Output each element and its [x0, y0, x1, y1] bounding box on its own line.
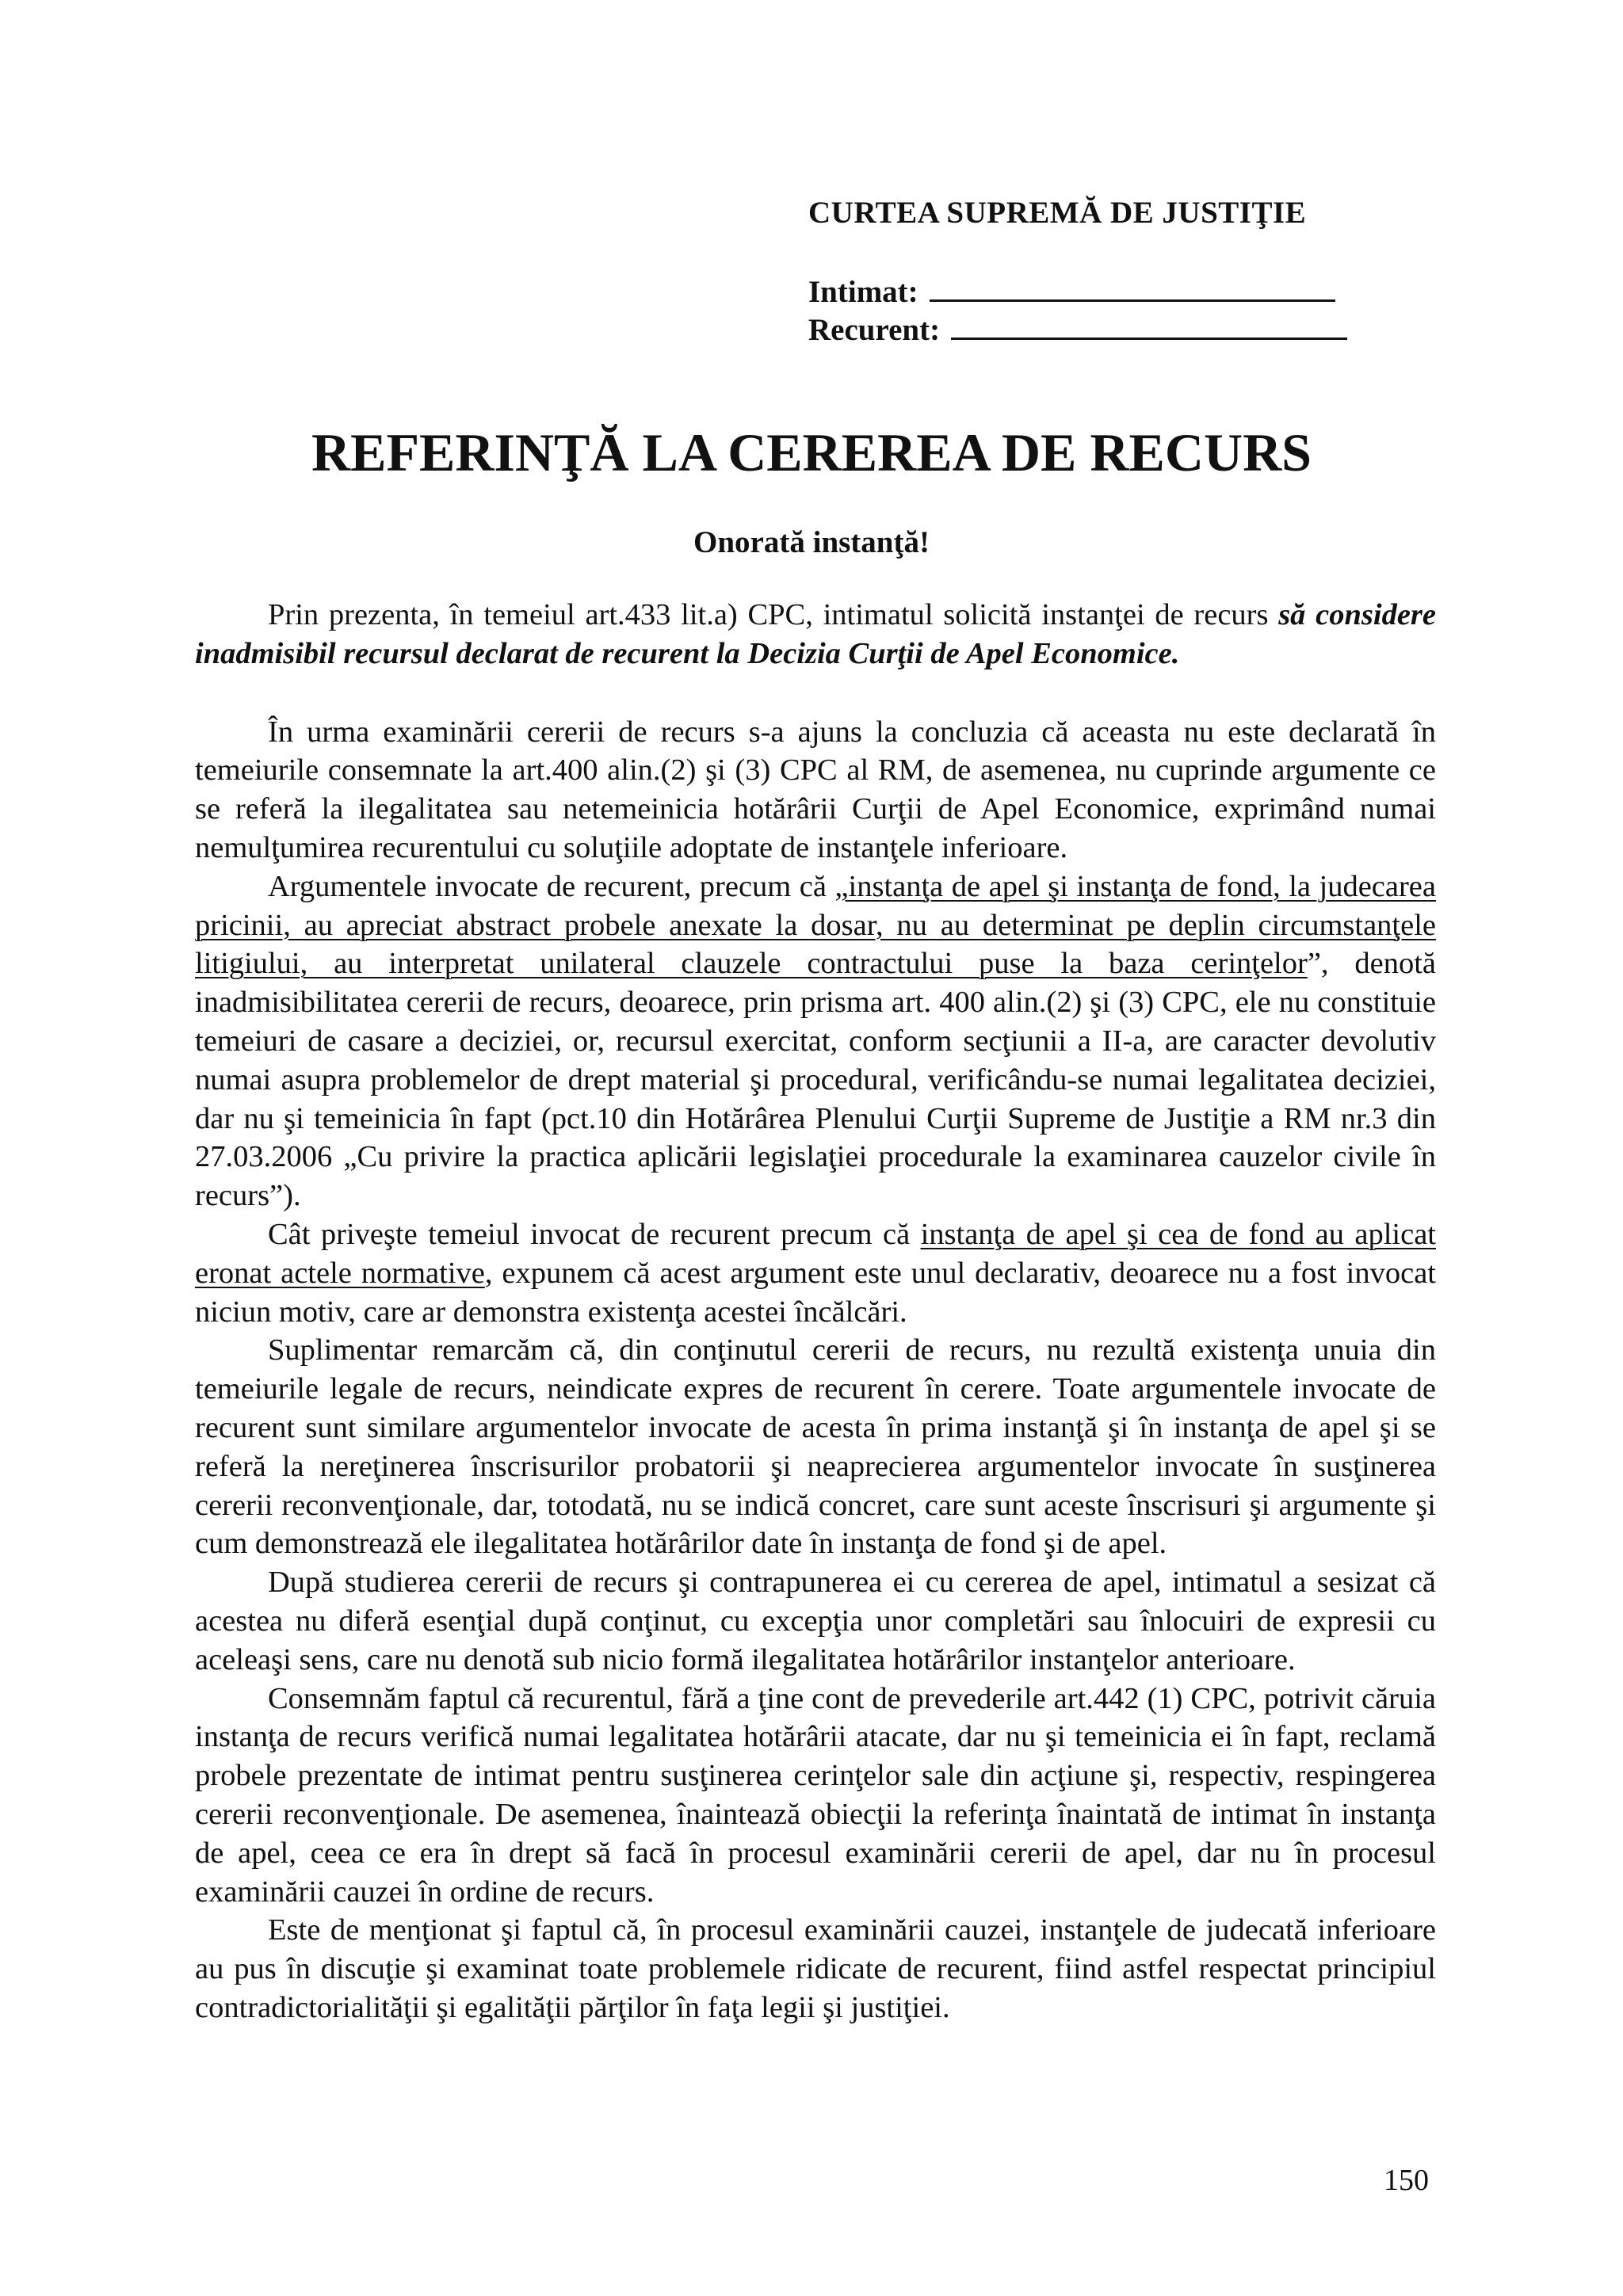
- paragraph-3-continuation: ”, denotă inadmisibilitatea cererii de recurs, deoarece, prin prisma art. 400 alin.(2) şi (3) CPC, ele nu constituie temeiuri de casare a deciziei, or, recursul exercitat, conform secţiunii a II-a, are caracter devolutiv numai asupra problemelor de drept material şi procedural, verificându-se numai legalitatea deciziei, dar nu şi temeinicia în fapt (pct.10 din Hotărârea Plenului Curţii Supreme de Justiţie a RM nr.3 din 27.03.2006 „Cu privire la practica aplicării legislaţiei procedurale la examinarea cauzelor civile în recurs”).: [195, 947, 1436, 1213]
- paragraph-1-emphasis: să considere inadmisibil recursul declarat de recurent la Decizia Curţii de Apel Economice.: [195, 598, 1436, 670]
- intimat-blank: [930, 276, 1335, 302]
- paragraph-5: Suplimentar remarcăm că, din conţinutul cererii de recurs, nu rezultă existenţa unuia din temeiurile legale de recurs, neindicate expres de recurent în cerere. Toate argumentele invocate de recurent sunt similare argumentelor invocate de acesta în prima instanţă şi în instanţa de apel şi se referă la nereţinerea înscrisurilor probatorii şi neaprecierea argumentelor invocate în susţinerea cererii reconvenţionale, dar, totodată, nu se indică concret, care sunt aceste înscrisuri şi argumente şi cum demonstrează ele ilegalitatea hotărârilor date în instanţa de fond şi de apel.: [195, 1333, 1436, 1561]
- recurent-blank: [951, 314, 1347, 340]
- salutation: Onorată instanţă!: [693, 525, 930, 559]
- paragraph-3: [195, 868, 1436, 1215]
- paragraph-1: [195, 596, 1436, 673]
- paragraph-8: Este de menţionat şi faptul că, în procesul examinării cauzei, instanţele de judecată inferioare au pus în discuţie şi examinat toate problemele ridicate de recurent, fiind astfel respectat principiul contradictorialităţii şi egalităţii părţilor în faţa legii şi justiţiei.: [195, 1913, 1436, 2024]
- page-number: 150: [1384, 2164, 1429, 2197]
- paragraph-4-underlined-phrase: instanţa de apel şi cea de fond au aplicat eronat actele normative: [195, 1217, 1436, 1290]
- paragraph-4: [195, 1215, 1436, 1331]
- document-title: REFERINŢĂ LA CEREREA DE RECURS: [311, 422, 1312, 482]
- paragraph-4-text: Cât priveşte temeiul invocat de recurent precum că: [268, 1217, 921, 1251]
- paragraph-3-underlined-quote: „instanţa de apel şi instanţa de fond, la judecarea pricinii, au apreciat abstract probele anexate la dosar, nu au determinat pe deplin circumstanţele litigiului, au interpretat unilateral clauzele contractului puse la baza cerinţelor: [195, 869, 1436, 981]
- paragraph-1-text: Prin prezenta, în temeiul art.433 lit.a) CPC, intimatul solicită instanţei de recurs: [268, 598, 1279, 631]
- recurent-line: [808, 312, 1347, 348]
- paragraph-3-text: Argumentele invocate de recurent, precum că: [268, 869, 835, 903]
- recurent-label: Recurent:: [808, 313, 941, 347]
- paragraph-2: În urma examinării cererii de recurs s-a ajuns la concluzia că aceasta nu este declarată în temeiurile consemnate la art.400 alin.(2) şi (3) CPC al RM, de asemenea, nu cuprinde argumente ce se referă la ilegalitatea sau netemeinicia hotărârii Curţii de Apel Economice, exprimând numai nemulţumirea recurentului cu soluţiile adoptate de instanţele inferioare.: [195, 715, 1436, 864]
- document-body: [195, 596, 1436, 2027]
- intimat-line: [808, 274, 1335, 310]
- court-name: CURTEA SUPREMĂ DE JUSTIŢIE: [808, 196, 1307, 230]
- paragraph-7: Consemnăm faptul că recurentul, fără a ţine cont de prevederile art.442 (1) CPC, potrivit căruia instanţa de recurs verifică numai legalitatea hotărârii atacate, dar nu şi temeinicia ei în fapt, reclamă probele prezentate de intimat pentru susţinerea cerinţelor sale din acţiune şi, respectiv, respingerea cererii reconvenţionale. De asemenea, înaintează obiecţii la referinţa înaintată de intimat în instanţa de apel, ceea ce era în drept să facă în procesul examinării cererii de apel, dar nu în procesul examinării cauzei în ordine de recurs.: [195, 1681, 1436, 1909]
- paragraph-6: După studierea cererii de recurs şi contrapunerea ei cu cererea de apel, intimatul a sesizat că acestea nu diferă esenţial după conţinut, cu excepţia unor completări sau înlocuiri de expresii cu aceleaşi sens, care nu denotă sub nicio formă ilegalitatea hotărârilor instanţelor anterioare.: [195, 1566, 1436, 1676]
- intimat-label: Intimat:: [808, 275, 918, 309]
- paragraph-4-continuation: , expunem că acest argument este unul declarativ, deoarece nu a fost invocat niciun motiv, care ar demonstra existenţa acestei încălcări.: [195, 1256, 1436, 1329]
